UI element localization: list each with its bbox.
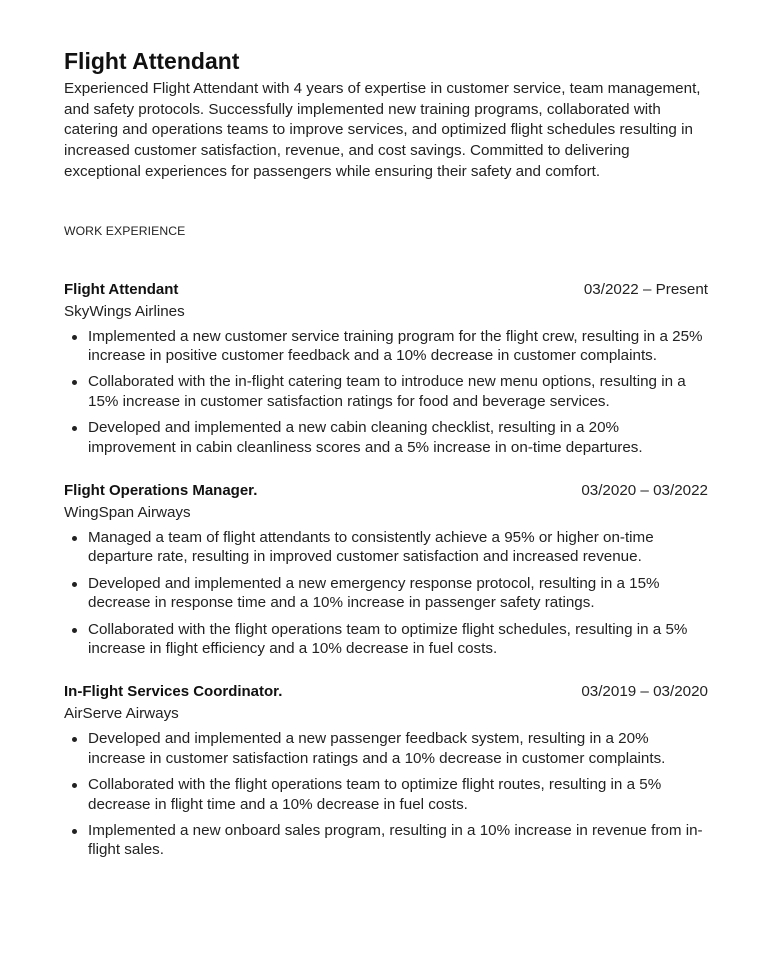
job-header — [64, 279, 710, 301]
job-dates: 03/2020 – 03/2022 — [581, 481, 708, 499]
achievement-item — [88, 372, 710, 411]
achievement-item — [88, 620, 710, 659]
job-dates: 03/2019 – 03/2020 — [581, 683, 708, 701]
achievement-text: Collaborated with the in-flight catering team to introduce new menu options, resulting in a 15% increase in customer satisfaction ratings for food and beverage services. — [88, 373, 686, 410]
resume-page — [64, 44, 710, 867]
achievement-list — [64, 528, 710, 658]
achievement-text: Collaborated with the flight operations team to optimize flight routes, resulting in a 5% decrease in flight time and a 10% decrease in fuel costs. — [88, 776, 662, 813]
achievement-item — [88, 821, 710, 860]
achievement-item — [88, 327, 710, 366]
achievement-list — [64, 729, 710, 859]
bullet-icon — [72, 829, 77, 834]
work-experience-heading: WORK EXPERIENCE — [64, 223, 186, 238]
job-entry — [64, 681, 710, 859]
achievement-item — [88, 528, 710, 567]
achievement-text: Implemented a new onboard sales program, resulting in a 10% increase in revenue from in-flight sales. — [88, 822, 703, 859]
achievement-text: Managed a team of flight attendants to consistently achieve a 95% or higher on-time departure rate, resulting in improved customer satisfaction and increased revenue. — [88, 528, 654, 566]
company-name: AirServe Airways — [64, 705, 179, 723]
bullet-icon — [72, 737, 77, 742]
achievement-text: Implemented a new customer service training program for the flight crew, resulting in a 25% increase in positive customer feedback and a 10% decrease in customer complaints. — [88, 327, 703, 364]
bullet-icon — [72, 426, 77, 431]
job-title: Flight Attendant — [64, 280, 179, 298]
company-name: WingSpan Airways — [64, 503, 191, 521]
achievement-text: Developed and implemented a new emergency response protocol, resulting in a 15% decrease in response time and a 10% increase in passenger safety ratings. — [88, 574, 660, 612]
job-entry — [64, 480, 710, 658]
professional-summary: Experienced Flight Attendant with 4 years of expertise in customer service, team management, and safety protocols. Successfully implemented new training programs, collaborated with catering and operations teams to improve services, and optimized flight schedules resulting in increased customer satisfaction, revenue, and cost savings. Committed to delivering exceptional experiences for passengers while ensuring their safety and comfort. — [64, 80, 701, 180]
job-title: Flight Operations Manager. — [64, 481, 258, 499]
achievement-item — [88, 729, 710, 768]
achievement-text: Developed and implemented a new passenger feedback system, resulting in a 20% increase in customer satisfaction ratings and a 10% decrease in customer complaints. — [88, 730, 666, 767]
job-entry — [64, 279, 710, 457]
company-name: SkyWings Airlines — [64, 302, 185, 320]
job-title: In-Flight Services Coordinator. — [64, 683, 283, 701]
bullet-icon — [72, 335, 77, 340]
bullet-icon — [72, 380, 77, 385]
job-dates: 03/2022 – Present — [583, 280, 708, 298]
achievement-item — [88, 418, 710, 457]
bullet-icon — [72, 628, 77, 633]
achievement-text: Developed and implemented a new cabin cleaning checklist, resulting in a 20% improvement in cabin cleanliness scores and a 5% increase in on-time departures. — [88, 419, 643, 456]
achievement-item — [88, 775, 710, 814]
achievement-text: Collaborated with the flight operations team to optimize flight schedules, resulting in a 5% increase in flight efficiency and a 10% decrease in fuel costs. — [88, 620, 688, 657]
resume-title: Flight Attendant — [64, 48, 240, 74]
bullet-icon — [72, 536, 77, 541]
bullet-icon — [72, 783, 77, 788]
achievement-item — [88, 574, 710, 613]
achievement-list — [64, 327, 710, 457]
job-header — [64, 681, 710, 703]
bullet-icon — [72, 582, 77, 587]
job-header — [64, 480, 710, 502]
